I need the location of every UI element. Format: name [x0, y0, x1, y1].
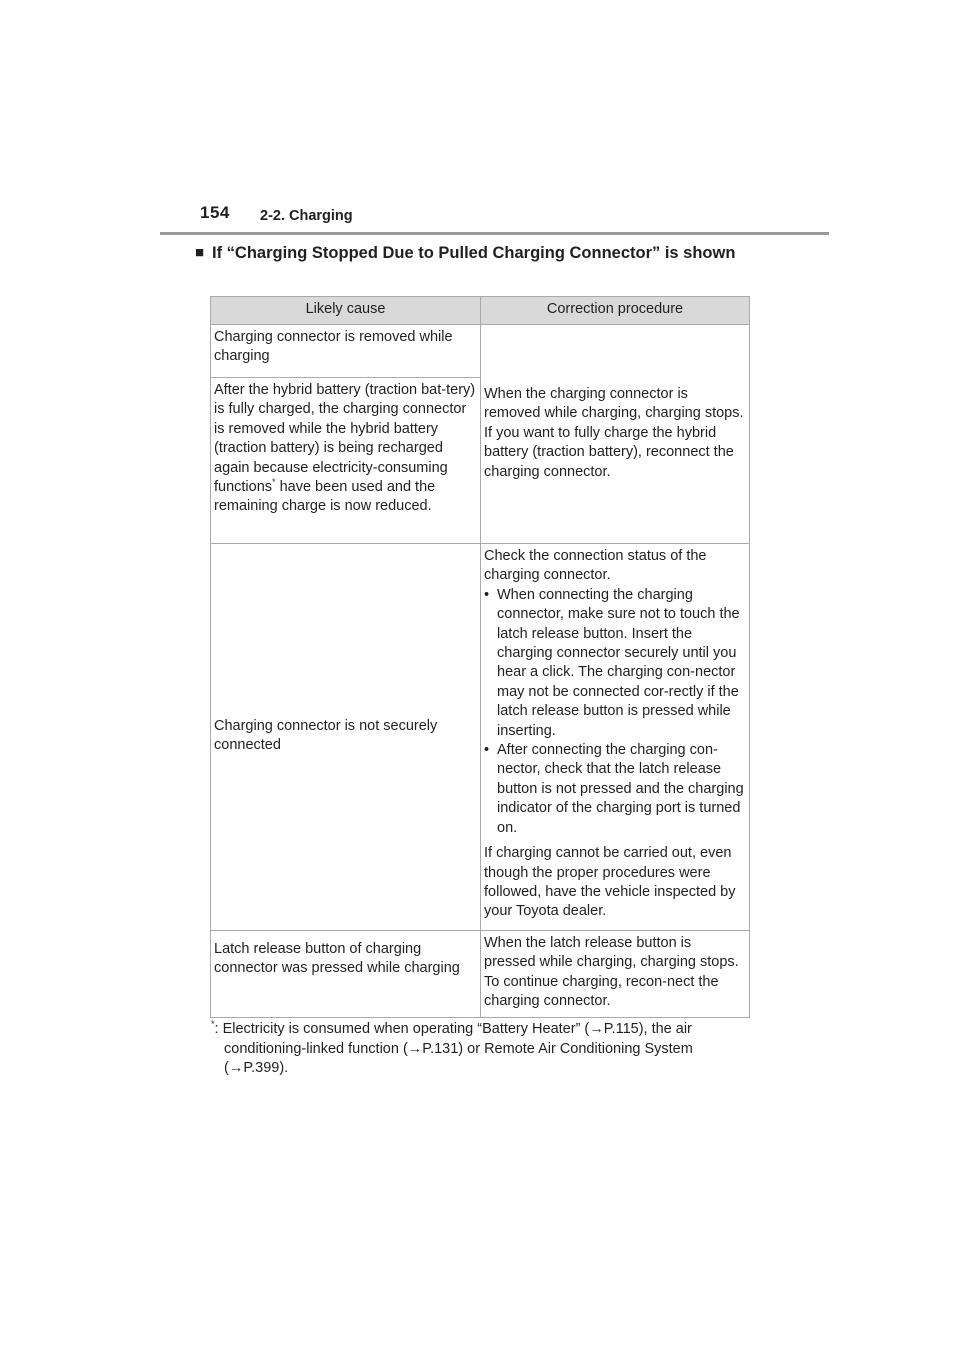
- subsection-heading: [195, 242, 755, 264]
- cause-cell: Charging connector is not securely connected: [211, 544, 481, 931]
- cause-text-continued: have been used and the remaining charge is now reduced.: [214, 479, 436, 515]
- footnote-line: : Electricity is consumed when operating “Battery Heater” (→P.115), the air: [214, 1021, 692, 1037]
- footnote-marker: *: [211, 1019, 215, 1030]
- cause-cell: Latch release button of charging connector was pressed while charging: [211, 930, 481, 1018]
- column-header-correction: Correction procedure: [481, 297, 750, 325]
- cause-text: After the hybrid battery (traction bat-tery) is fully charged, the charging connector is removed while the hybrid battery (traction battery) is being recharged again because electricity-consuming functions: [214, 382, 476, 496]
- bullet-icon: •: [484, 586, 490, 603]
- footnote: [211, 1020, 751, 1079]
- correction-cell: When the charging connector is removed while charging, charging stops. If you want to fully charge the hybrid battery (traction battery), reconnect the charging connector.: [481, 325, 750, 544]
- table-row: [211, 930, 750, 1018]
- list-item: [484, 586, 746, 741]
- table-row: [211, 325, 750, 378]
- cause-correction-table: [210, 296, 750, 1018]
- footnote-marker: *: [272, 477, 276, 488]
- square-bullet-icon: ■: [195, 244, 205, 261]
- table-row: [211, 544, 750, 931]
- heading-text: If “Charging Stopped Due to Pulled Charging Connector” is shown: [212, 244, 736, 262]
- bullet-icon: •: [484, 742, 490, 759]
- correction-cell: [481, 544, 750, 931]
- cause-cell: Charging connector is removed while charging: [211, 325, 481, 378]
- list-item: [484, 741, 746, 838]
- correction-cell: When the latch release button is pressed while charging, charging stops. To continue charging, recon-nect the charging connector.: [481, 930, 750, 1018]
- correction-closing: If charging cannot be carried out, even though the proper procedures were followed, have the vehicle inspected by your Toyota dealer.: [484, 845, 736, 920]
- list-item-text: After connecting the charging con-nector, check that the latch release button is not pressed and the charging indicator of the charging port is turned on.: [497, 742, 744, 836]
- footnote-line: conditioning-linked function (→P.131) or Remote Air Conditioning System: [224, 1040, 693, 1057]
- column-header-likely-cause: Likely cause: [211, 297, 481, 325]
- footnote-line: (→P.399).: [224, 1060, 289, 1076]
- section-title: 2-2. Charging: [260, 208, 353, 224]
- page-number: 154: [200, 203, 230, 222]
- cause-cell: [211, 378, 481, 544]
- header-divider: [160, 232, 829, 235]
- correction-intro: Check the connection status of the charging connector.: [484, 548, 707, 584]
- table-header-row: [211, 297, 750, 325]
- list-item-text: When connecting the charging connector, make sure not to touch the latch release button. Insert the charging connector securely until you hear a click. The charging con-nector may not be connected cor-rectly if the latch release button is pressed while inserting.: [497, 586, 740, 739]
